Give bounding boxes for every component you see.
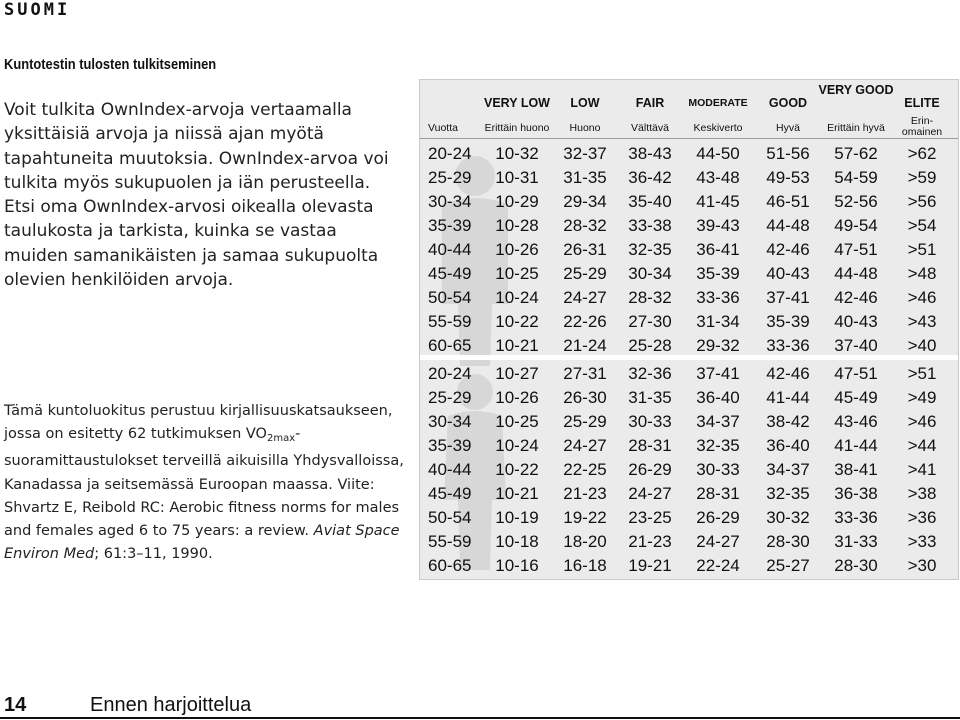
age-range-cell: 35-39 (428, 436, 472, 455)
value-cell: 26-29 (628, 460, 672, 479)
value-cell: 42-46 (766, 364, 810, 383)
value-cell: 33-36 (834, 508, 878, 527)
value-cell: 16-18 (563, 556, 607, 575)
intro-paragraph: Voit tulkita OwnIndex-arvoja vertaamalla yksittäisiä arvoja ja niissä ajan myötä tapahtuneita muutoksia. OwnIndex-arvoa voi tulkita myös sukupuolen ja iän perusteella. Etsi oma OwnIndex-arvosi oikealla olevasta taulukosta ja tarkista, kuinka se vastaa muiden samanikäisten ja samaa sukupuolta olevien henkilöiden arvoja. (4, 100, 389, 291)
value-cell: 32-35 (628, 240, 672, 259)
age-range-cell: 60-65 (428, 336, 472, 355)
value-cell: 10-26 (495, 240, 539, 259)
low-header-fi: Huono (569, 122, 601, 134)
very-low-header-fi: Erittäin huono (484, 122, 550, 134)
moderate-header-fi: Keskiverto (693, 122, 743, 134)
value-cell: 10-21 (495, 484, 539, 503)
value-cell: >46 (907, 412, 937, 431)
elite-header-fi: Erin-omainen (901, 115, 943, 138)
table-row (420, 142, 959, 166)
age-range-cell: 35-39 (428, 216, 472, 235)
value-cell: 44-48 (834, 264, 878, 283)
value-cell: >33 (907, 532, 937, 551)
value-cell: 10-24 (495, 288, 539, 307)
value-cell: 51-56 (766, 144, 810, 163)
value-cell: 10-18 (495, 532, 539, 551)
value-cell: 32-35 (766, 484, 810, 503)
value-cell: >51 (907, 364, 937, 383)
value-cell: 10-19 (495, 508, 539, 527)
age-range-cell: 55-59 (428, 312, 472, 331)
value-cell: 26-30 (563, 388, 607, 407)
value-cell: >41 (907, 460, 937, 479)
age-range-cell: 25-29 (428, 388, 472, 407)
value-cell: 27-31 (563, 364, 607, 383)
value-cell: 10-21 (495, 336, 539, 355)
page-number: 14 (4, 694, 27, 716)
value-cell: 34-37 (766, 460, 810, 479)
value-cell: 10-22 (495, 460, 539, 479)
value-cell: 10-25 (495, 412, 539, 431)
table-row (420, 506, 959, 530)
table-row (420, 310, 959, 334)
value-cell: 31-34 (696, 312, 740, 331)
value-cell: 34-37 (696, 412, 740, 431)
value-cell: 25-29 (563, 412, 607, 431)
source-text-1: Tämä kuntoluokitus perustuu kirjallisuuskatsaukseen, jossa on esitetty 62 tutkimuksen VO (4, 403, 393, 443)
value-cell: 26-29 (696, 508, 740, 527)
age-range-cell: 45-49 (428, 484, 472, 503)
value-cell: >49 (907, 388, 937, 407)
low-header-en: LOW (570, 96, 600, 110)
table-row (420, 410, 959, 434)
value-cell: 32-35 (696, 436, 740, 455)
value-cell: 47-51 (834, 364, 878, 383)
value-cell: 22-24 (696, 556, 740, 575)
table-row (420, 262, 959, 286)
source-text-3: ; 61:3–11, 1990. (94, 546, 213, 563)
value-cell: 52-56 (834, 192, 878, 211)
value-cell: 10-22 (495, 312, 539, 331)
very-good-header-fi: Erittäin hyvä (827, 122, 885, 134)
age-range-cell: 30-34 (428, 412, 472, 431)
table-row (420, 166, 959, 190)
value-cell: 46-51 (766, 192, 810, 211)
fair-header-fi: Välttävä (631, 122, 669, 134)
age-range-cell: 20-24 (428, 144, 472, 163)
value-cell: >56 (907, 192, 937, 211)
value-cell: 10-27 (495, 364, 539, 383)
value-cell: 21-23 (628, 532, 672, 551)
value-cell: 24-27 (628, 484, 672, 503)
language-header: SUOMI (4, 0, 71, 20)
value-cell: 30-33 (696, 460, 740, 479)
age-header-fi: Vuotta (428, 122, 458, 134)
value-cell: 10-24 (495, 436, 539, 455)
value-cell: 30-34 (628, 264, 672, 283)
value-cell: 25-27 (766, 556, 810, 575)
value-cell: 32-37 (563, 144, 607, 163)
value-cell: 29-32 (696, 336, 740, 355)
value-cell: 36-40 (696, 388, 740, 407)
value-cell: 42-46 (766, 240, 810, 259)
value-cell: >30 (907, 556, 937, 575)
age-range-cell: 60-65 (428, 556, 472, 575)
value-cell: 28-31 (696, 484, 740, 503)
value-cell: >43 (907, 312, 937, 331)
value-cell: 36-40 (766, 436, 810, 455)
value-cell: 10-31 (495, 168, 539, 187)
source-paragraph (4, 400, 404, 566)
fitness-class-table (419, 79, 959, 580)
value-cell: >40 (907, 336, 937, 355)
value-cell: 18-20 (563, 532, 607, 551)
age-range-cell: 50-54 (428, 508, 472, 527)
fair-header-en: FAIR (635, 96, 665, 110)
value-cell: 36-41 (696, 240, 740, 259)
very-low-header-en: VERY LOW (484, 96, 550, 110)
value-cell: 49-54 (834, 216, 878, 235)
table-row (420, 554, 959, 578)
value-cell: 43-46 (834, 412, 878, 431)
value-cell: 10-28 (495, 216, 539, 235)
value-cell: 10-16 (495, 556, 539, 575)
value-cell: 22-26 (563, 312, 607, 331)
value-cell: 21-24 (563, 336, 607, 355)
value-cell: 30-33 (628, 412, 672, 431)
value-cell: 38-42 (766, 412, 810, 431)
value-cell: 41-44 (834, 436, 878, 455)
value-cell: 57-62 (834, 144, 878, 163)
source-text-2: -suoramittaustulokset terveillä aikuisilla Yhdysvalloissa, Kanadassa ja seitsemässä Euroopan maassa. Viite: Shvartz E, Reibold RC: Aerobic fitness norms for males and females aged 6 to 75 years: a review. (4, 426, 404, 540)
value-cell: 44-50 (696, 144, 740, 163)
value-cell: 33-36 (766, 336, 810, 355)
value-cell: 36-38 (834, 484, 878, 503)
value-cell: 38-41 (834, 460, 878, 479)
value-cell: 31-35 (628, 388, 672, 407)
value-cell: 35-39 (696, 264, 740, 283)
value-cell: 37-40 (834, 336, 878, 355)
value-cell: 41-44 (766, 388, 810, 407)
age-range-cell: 40-44 (428, 460, 472, 479)
value-cell: 24-27 (563, 436, 607, 455)
value-cell: 10-25 (495, 264, 539, 283)
age-range-cell: 40-44 (428, 240, 472, 259)
value-cell: >54 (907, 216, 937, 235)
age-range-cell: 55-59 (428, 532, 472, 551)
group-separator (420, 355, 959, 360)
value-cell: 31-33 (834, 532, 878, 551)
value-cell: 28-32 (563, 216, 607, 235)
value-cell: 43-48 (696, 168, 740, 187)
value-cell: 44-48 (766, 216, 810, 235)
value-cell: 49-53 (766, 168, 810, 187)
value-cell: 24-27 (696, 532, 740, 551)
value-cell: 29-34 (563, 192, 607, 211)
value-cell: 40-43 (766, 264, 810, 283)
value-cell: 54-59 (834, 168, 878, 187)
value-cell: 25-29 (563, 264, 607, 283)
value-cell: 31-35 (563, 168, 607, 187)
table-row (420, 286, 959, 310)
value-cell: 47-51 (834, 240, 878, 259)
value-cell: 22-25 (563, 460, 607, 479)
value-cell: 23-25 (628, 508, 672, 527)
value-cell: 21-23 (563, 484, 607, 503)
value-cell: 28-31 (628, 436, 672, 455)
footer-divider (0, 717, 960, 719)
value-cell: 28-30 (834, 556, 878, 575)
moderate-header-en: MODERATE (688, 97, 748, 109)
value-cell: 36-42 (628, 168, 672, 187)
value-cell: 28-32 (628, 288, 672, 307)
value-cell: 25-28 (628, 336, 672, 355)
value-cell: >59 (907, 168, 937, 187)
value-cell: 41-45 (696, 192, 740, 211)
age-range-cell: 20-24 (428, 364, 472, 383)
table-row (420, 214, 959, 238)
value-cell: 27-30 (628, 312, 672, 331)
good-header-fi: Hyvä (776, 122, 800, 134)
good-header-en: GOOD (768, 96, 808, 110)
value-cell: 30-32 (766, 508, 810, 527)
value-cell: >44 (907, 436, 937, 455)
value-cell: 33-38 (628, 216, 672, 235)
age-range-cell: 25-29 (428, 168, 472, 187)
value-cell: 19-21 (628, 556, 672, 575)
age-range-cell: 30-34 (428, 192, 472, 211)
value-cell: 45-49 (834, 388, 878, 407)
value-cell: 35-39 (766, 312, 810, 331)
value-cell: 10-32 (495, 144, 539, 163)
table-row (420, 190, 959, 214)
value-cell: >48 (907, 264, 937, 283)
value-cell: >36 (907, 508, 937, 527)
value-cell: 37-41 (766, 288, 810, 307)
value-cell: 35-40 (628, 192, 672, 211)
age-range-cell: 50-54 (428, 288, 472, 307)
table-row (420, 482, 959, 506)
very-good-header-en: VERY GOOD (818, 83, 894, 97)
value-cell: 19-22 (563, 508, 607, 527)
section-title: Kuntotestin tulosten tulkitseminen (4, 56, 217, 73)
vo2max-subscript: 2max (266, 433, 296, 445)
value-cell: 39-43 (696, 216, 740, 235)
value-cell: 10-26 (495, 388, 539, 407)
table-row (420, 530, 959, 554)
header-divider (420, 138, 959, 139)
elite-header-en: ELITE (904, 96, 940, 110)
table-row (420, 238, 959, 262)
value-cell: 26-31 (563, 240, 607, 259)
value-cell: >62 (907, 144, 937, 163)
value-cell: 28-30 (766, 532, 810, 551)
value-cell: 42-46 (834, 288, 878, 307)
value-cell: 10-29 (495, 192, 539, 211)
table-row (420, 386, 959, 410)
value-cell: >46 (907, 288, 937, 307)
value-cell: 37-41 (696, 364, 740, 383)
table-row (420, 362, 959, 386)
value-cell: 24-27 (563, 288, 607, 307)
age-range-cell: 45-49 (428, 264, 472, 283)
value-cell: 33-36 (696, 288, 740, 307)
value-cell: >51 (907, 240, 937, 259)
value-cell: 38-43 (628, 144, 672, 163)
table-row (420, 434, 959, 458)
value-cell: >38 (907, 484, 937, 503)
value-cell: 32-36 (628, 364, 672, 383)
value-cell: 40-43 (834, 312, 878, 331)
table-row (420, 458, 959, 482)
journal-name: Aviat Space Environ Med (4, 523, 400, 563)
chapter-title: Ennen harjoittelua (90, 694, 252, 716)
